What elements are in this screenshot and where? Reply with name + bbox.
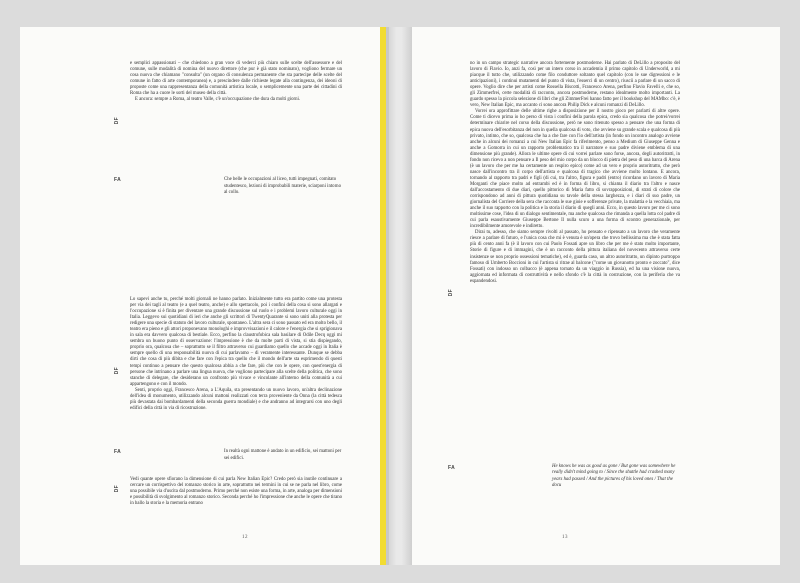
paragraph: e semplici appassionati – che chiedono a gran voce di vederci più chiaro sulle scelte dell'assessore e del comune, sulle modalità di nomina del nuovo direttore (che pur è già stato nominato), vogliono fermare un cosa nuova che chiamano "consulta" (un organo di consulenza permanente che sta partecipe delle scelte del comune in fatto di arte contemporanea) e, a prescindere dalle richieste legate alla contingenza, dei ideoni di proposte come una rappresentanza della comunità artistica locale, o semplicemente una parte dei cittadini di Roma che ha a cuore le sorti del museo della città. [130, 61, 342, 97]
speaker-label-fa: FA [114, 177, 121, 183]
right-page [412, 27, 780, 565]
paragraph: Senti, proprio oggi, Francesco Arena, a L'Aquila, sta presentando un nuovo lavoro, un'altra declinazione dell'idea di monumento, utilizzando alcuni mattoni realizzati con terra proveniente da Onna (la città tedesca più devastata dai bombardamenti della seconda guerra mondiale) e che andranno ad integrarsi con uno degli edifici della città in via di ricostruzione. [130, 387, 342, 411]
right-text-block-1 [470, 61, 680, 285]
paragraph: no in un campo strategic narrative ancora fortemente postmoderne. Hai parlato di DeLillo a proposito del lavoro di Flavio. Io, anzi fa, così per un intero corso in accademia il primo capitolo di Underworld, a mi piacque il tutto che, utilizzando come filo conduttore soltanto quel capitolo (con le sue digressioni e le anticipazioni), i continui mutamenti del punto di vista, l'esserci di un centro), riuscii a parlare di un sacco di opere. Voglio dire che per artisti come Rossella Biscotti, Francesco Arena, perfino Flavio Favelli e, che so, gli Zimmerfrei, certe modalità di racconto, ancora postmoderne, restano idealmente molto importanti. La guardo spesso la piccola selezione di libri che gli ZimmerFrei hanno fatto per il bookshop del MAMbo: c'è, è vero, New Italian Epic, ma accanto ci sono ancora Philip Dick e alcuni romanzi di DeLillo. [470, 61, 680, 109]
speaker-label-df: DF [114, 367, 120, 375]
left-text-block-1 [130, 61, 342, 103]
paragraph: Vedi quante opere sfiorano la dimensione di cui parla New Italian Epic? Credo però sia inutile continuare a cercare un corrispettivo del romanzo storico in arte, soprattutto nei termini in cui se ne parla nel libro, come una possibile via d'uscita dal postmoderno. Primo perché non esiste una forma, in arte, analoga per dimensioni e possibilità di svolgimento al romanzo storico. Seconda perché ho l'impressione che anche le opere che tirano in ballo la storia e la memoria entrano [130, 477, 343, 507]
speaker-label-fa: FA [448, 465, 455, 471]
paragraph: E ancora: sempre a Roma, al teatro Valle, c'è un'occupazione che dura da molti giorni. [135, 97, 301, 103]
page-number: 12 [242, 535, 248, 540]
fa-reply-1: Che belle le occupazioni al liceo, tutti impegnati, comitato studentesco, lezioni di improbabili materie, sciarponi intorno al collo. [224, 177, 341, 196]
speaker-label-df: DF [114, 117, 120, 125]
paragraph: Dirai tu, adesso, che siamo sempre rivolti al passato, ho pensato e ripensato a un lavoro che veramente riesce a parlare di futuro, e l'unica cosa che mi è venuta è un'opera che trovo bellissima ma che è stata fatta più di cento anni fa (è il lavoro con cui Paolo Fossati apre un libro che per me è stato molto importante, Storie di figure e di immagini, che è un racconto della pittura italiana del novecento attraverso certe insistenze se non proprio ossessioni tematiche), ed è, guarda caso, un altro autoritratto, un dipinto purtroppo famoso di Umberto Boccioni in cui l'artista si ritrae al balcone ("come un giovanotto pronto e zoccato", dice Fossati) con indosso un colbacco (è appena tornato da un viaggio in Russia), ed ha una visione nuova, aggiornata ed informata di costruttività e nello sfondo c'è la città in costruzione, con la periferia che va espandendosi. [470, 230, 680, 284]
left-page [20, 27, 386, 565]
left-text-block-3 [130, 477, 342, 507]
yellow-page-edge [380, 27, 386, 565]
left-text-block-2 [130, 297, 342, 412]
paragraph: Lo sapevi anche tu, perché molti giornali ne hanno parlato. Inizialmente tutto era partito come una protesta per via dei tagli al teatro (e a quel teatro, anche) e allo spettacolo, poi i confini della cosa si sono allargati e l'occupazione si è finita per diventare una grande discussione sul ruolo e i problemi lavoro culturale oggi in Italia. Leggevo sui quotidiani di ieri che anche gli scrittori di TwentyQuarante si sono uniti alla protesta per redigere una specie di statuto del lavoro culturale, spontaneo. L'altra sera ci sono passato ed era molto bello, il teatro era pieno e gli attori proponevano monologhi e improvvisazioni e il calore e l'energia che si sprigionava in sala era davvero qualcosa di bestiale. Ecco, perfino la claustrofobica sala basilare di Odile Decq oggi mi sembra un buono punto di osservazione: l'impressione è che da molte parti di vista, si stia dispiegando, proprio ora, qualcosa che – soprattutto se il filtro attraverso cui guardiamo quello che accade oggi in Italia è sempre quello di una responsabilità nuova di cui parlavamo – di veramente interessante. Dunque se debba dirti che cosa di più dibita e che fare con l'epica tra quello che il mondo dell'arte sta esprimendo di questi tempi continuo a pensare che questo qualcosa abbia a che fare, più che con le opere, con quest'energia di persone che intrinano a parlare una lingua nuova, che vogliono partecipare alla scelte della politica, che sono stanche di delegare, che desiderano un confronto più vivace e vincolante all'interno della comunità a cui appartengono e con il mondo. [130, 297, 342, 387]
fa-reply-2: In realtà ogni mattone è andato in un edificio, sei mattoni per sei edifici. [224, 449, 342, 461]
spine-shadow [386, 27, 389, 565]
paragraph: Vorrei ora approfittare delle ultime righe a disposizione per il nostro gioco per parlarti di altre opere. Come ti dicevo prima io ho perso di vista i confini della parola epica, credo sia qualcosa che potrei/vorrei determinare chiarire nel corso della discussione, però ne sono ritenuto spesso a pensare che una forma di epica nuova dell'esorbitanza del non in quella qualcosa di voto, che avviene su grande scala e qualcosa di più privato, intimo, che so, qualcosa che ha a che fare con l'io dell'artista (in fondo un incontro analogo avviene anche in alcuni dei romanzi a cui New Italian Epic fa riferimento, penso a Medium di Giuseppe Genna e anche a Gomorra in cui un rapporto problematico tra il narratore e suo padre diviene emblema di una dimensione più grande). Allora le ultime opere di cui vorrei parlare sono forse, ancora, degli autoritratti, in fondo non ricevo a non pensare a Il peso del mio corpo da un blocco di pietra del peso di una barca di Arena (è un lavoro che per me ha certamente un respiro epico) come ad un vero e proprio autoritratto, che però nasce dall'incontro tra il corpo dell'artista e qualcosa di tragico che avviene molto lontano. E ancora, tornando al rapporto tra padri e figli (di cui, tra l'altro, figura e padri (entro) ricordano un lavoro di Maria Morganti che piace molto ad entrambi ed è in forma di libro, si chiama il diario tra l'altro e nasce dall'accostamento di due diari, quello pittorico di Maria fatto di sovrapposizioni, di strati di colore che corrispondono ad anni di pittura quotidiana su tavole della stessa larghezza, e i diari di suo padre, un giornalista del Corriere della sera che racconta le sue gioie e sofferenze private, la malattia e la vecchiaia, ma anche il suo rapporto con la politica e la storia il diario di quegli anni. Ecco, in questo lavoro per me ci sono moltissime cose, l'idea di un dialogo sentimentale, ma anche qualcosa che rimanda a quella lotta col padre di cui parla esaustivamente Giuseppe Bertone Il nulla scuro a una forma di scontro generazionale, per incredibilmente amorevole e indiretto. [470, 109, 680, 230]
page-number: 13 [562, 535, 568, 540]
english-lyric-quote: He knows he was as good as gone / But gone was somewhere he really didn't mind going to / Since the shuttle had crashed many years had passed / And the pictures of his loved ones / That the docu [552, 464, 676, 488]
speaker-label-fa: FA [114, 449, 121, 455]
speaker-label-df: DF [448, 289, 454, 297]
book-gutter [386, 27, 412, 565]
speaker-label-df: DF [114, 485, 120, 493]
